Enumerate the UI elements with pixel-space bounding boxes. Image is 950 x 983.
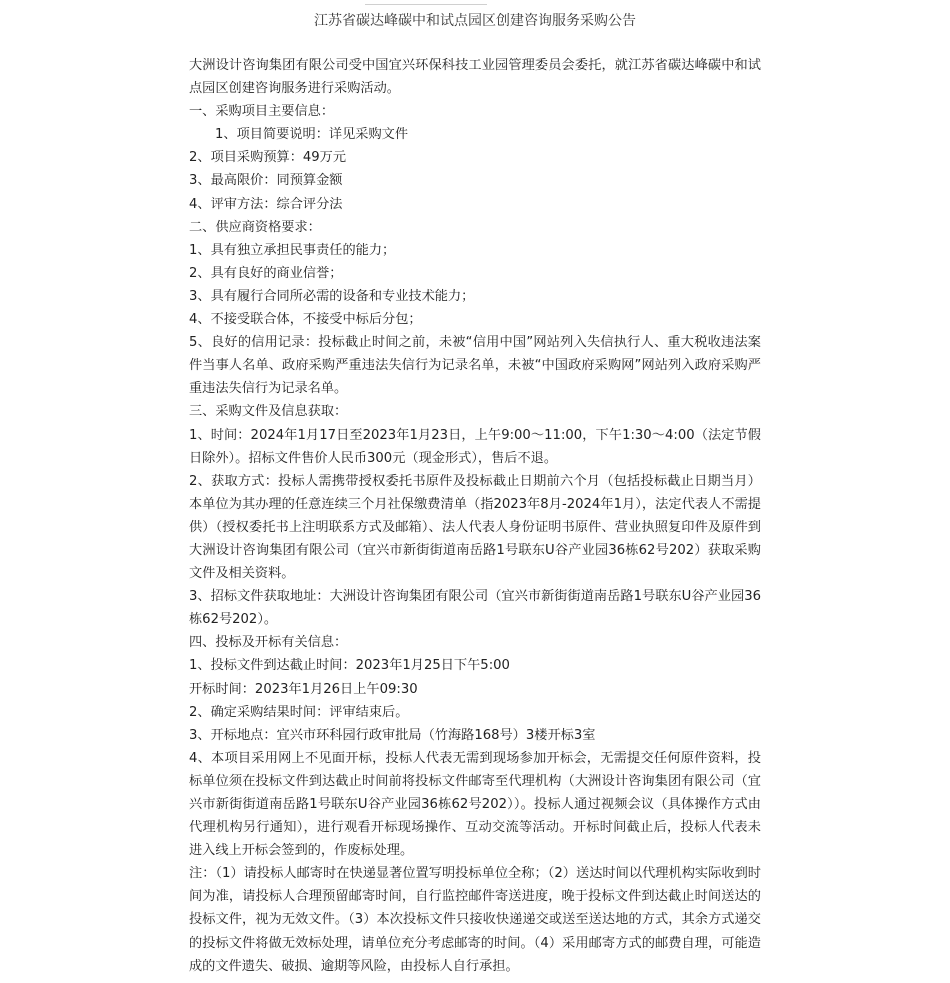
section-heading-1: 一、采购项目主要信息： xyxy=(189,104,335,120)
list-item: 5、良好的信用记录：投标截止时间之前，未被“信用中国”网站列入失信执行人、重大税收违法案件当事人名单、政府采购严重违法失信行为记录名单，未被“中国政府采购网”网站列入政府采购严重违法失信行为记录名单。 xyxy=(189,335,761,397)
list-item: 4、评审方法：综合评分法 xyxy=(189,196,343,212)
top-divider xyxy=(365,4,487,5)
list-item: 1、项目简要说明：详见采购文件 xyxy=(215,127,409,143)
list-item: 3、开标地点：宜兴市环科园行政审批局（竹海路168号）3楼开标3室 xyxy=(189,727,596,743)
list-item: 3、最高限价：同预算金额 xyxy=(189,173,343,189)
list-item: 2、获取方式：投标人需携带授权委托书原件及投标截止日期前六个月（包括投标截止日期当月）本单位为其办理的任意连续三个月社保缴费清单（指2023年8月-2024年1月），法定代表人不需提供）（授权委托书上注明联系方式及邮箱）、法人代表人身份证明书原件、营业执照复印件及原件到大洲设计咨询集团有限公司（宜兴市新街街道南岳路1号联东U谷产业园36栋62号202）获取采购文件及相关资料。 xyxy=(189,473,761,582)
list-item: 1、具有独立承担民事责任的能力； xyxy=(189,242,396,258)
note-paragraph: 注：（1）请投标人邮寄时在快递显著位置写明投标单位全称；（2）送达时间以代理机构实际收到时间为准，请投标人合理预留邮寄时间，自行监控邮件寄送进度，晚于投标文件到达截止时间送达的投标文件，视为无效文件。（3）本次投标文件只接收快递递交或送至送达地的方式，其余方式递交的投标文件将做无效标处理，请单位充分考虑邮寄的时间。（4）采用邮寄方式的邮费自理，可能造成的文件遗失、破损、逾期等风险，由投标人自行承担。 xyxy=(189,866,761,974)
announcement-body xyxy=(189,54,761,978)
list-item: 2、具有良好的商业信誉； xyxy=(189,265,343,281)
list-item: 2、项目采购预算：49万元 xyxy=(189,150,347,166)
list-item: 开标时间：2023年1月26日上午09:30 xyxy=(189,681,418,697)
list-item: 1、投标文件到达截止时间：2023年1月25日下午5:00 xyxy=(189,658,510,674)
list-item: 3、招标文件获取地址：大洲设计咨询集团有限公司（宜兴市新街街道南岳路1号联东U谷产业园36栋62号202）。 xyxy=(189,589,761,628)
list-item: 1、时间：2024年1月17日至2023年1月23日，上午9:00～11:00，下午1:30～4:00（法定节假日除外）。招标文件售价人民币300元（现金形式），售后不退。 xyxy=(189,427,761,466)
intro-paragraph: 大洲设计咨询集团有限公司受中国宜兴环保科技工业园管理委员会委托，就江苏省碳达峰碳中和试点园区创建咨询服务进行采购活动。 xyxy=(189,58,761,97)
section-heading-4: 四、投标及开标有关信息： xyxy=(189,635,348,651)
page-title: 江苏省碳达峰碳中和试点园区创建咨询服务采购公告 xyxy=(314,13,636,29)
list-item: 2、确定采购结果时间：评审结束后。 xyxy=(189,704,409,720)
section-heading-2: 二、供应商资格要求： xyxy=(189,219,321,235)
section-heading-3: 三、采购文件及信息获取： xyxy=(189,404,348,420)
list-item: 4、本项目采用网上不见面开标，投标人代表无需到现场参加开标会，无需提交任何原件资料，投标单位须在投标文件到达截止时间前将投标文件邮寄至代理机构（大洲设计咨询集团有限公司（宜兴市新街街道南岳路1号联东U谷产业园36栋62号202））。投标人通过视频会议（具体操作方式由代理机构另行通知），进行观看开标现场操作、互动交流等活动。开标时间截止后，投标人代表未进入线上开标会签到的，作废标处理。 xyxy=(189,750,761,859)
list-item: 3、具有履行合同所必需的设备和专业技术能力； xyxy=(189,288,475,304)
list-item: 4、不接受联合体，不接受中标后分包； xyxy=(189,312,422,328)
